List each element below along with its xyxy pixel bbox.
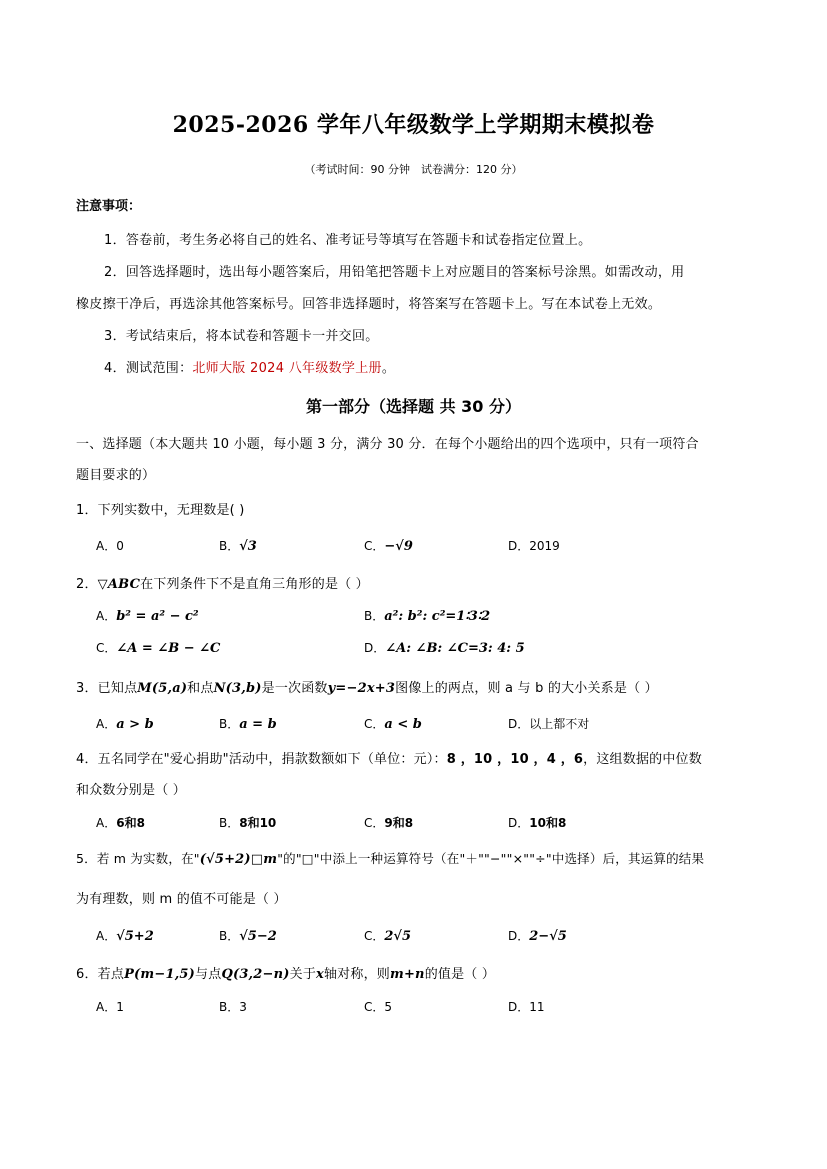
option-letter: B． <box>364 609 385 623</box>
question-values: 8 ，10 ，10 ，4 ，6 <box>446 752 584 767</box>
question-text: "的"□"中添上一种运算符号（在"＋""−""×""÷"中选择）后，其运算的结果 <box>277 851 705 866</box>
question-text: 若 m 为实数，在" <box>96 851 200 866</box>
note-item: 1．答卷前，考生务必将自己的姓名、准考证号等填写在答题卡和试卷指定位置上。 <box>104 233 592 248</box>
option-b <box>219 998 247 1015</box>
option-letter: A． <box>96 929 117 943</box>
question-math: ▽ABC <box>97 577 141 592</box>
option-letter: A． <box>96 717 117 731</box>
section-instructions: 一、选择题（本大题共 10 小题，每小题 3 分，满分 30 分．在每个小题给出的四个选项中，只有一项符合 <box>76 437 699 452</box>
question-text: 图像上的两点，则 a 与 b 的大小关系是（ ） <box>395 681 658 696</box>
option-text: a < b <box>384 717 422 732</box>
option-c <box>364 537 413 554</box>
question-math: N(3,b) <box>213 681 262 696</box>
option-text: 5 <box>384 1000 393 1014</box>
option-text: 10和8 <box>529 816 567 830</box>
question-5-stem <box>76 849 704 867</box>
option-d <box>508 927 567 944</box>
option-letter: C． <box>96 641 117 655</box>
section-title: 第一部分（选择题 共 30 分） <box>306 397 521 416</box>
question-4-stem-line2: 和众数分别是（ ） <box>76 783 186 798</box>
question-4-stem <box>76 748 702 767</box>
option-letter: D． <box>508 539 530 553</box>
option-text: −√9 <box>384 539 413 554</box>
question-math: M(5,a) <box>137 681 188 696</box>
question-2-stem <box>76 573 369 592</box>
note-item-scope <box>104 357 395 376</box>
option-c <box>96 639 220 656</box>
option-text: a = b <box>239 717 277 732</box>
question-text: 已知点 <box>97 681 138 696</box>
note-item: 3．考试结束后，将本试卷和答题卡一并交回。 <box>104 329 379 344</box>
scope-suffix: 。 <box>381 361 396 376</box>
question-text: 与点 <box>195 967 222 982</box>
option-d <box>508 998 545 1015</box>
exam-subtitle: （考试时间：90 分钟 试卷满分：120 分） <box>304 163 523 176</box>
option-text: 3 <box>239 1000 247 1014</box>
option-a <box>96 537 124 554</box>
option-letter: C． <box>364 539 385 553</box>
option-text: 11 <box>529 1000 545 1014</box>
section-instructions: 题目要求的） <box>76 468 156 483</box>
option-text: 1 <box>116 1000 124 1014</box>
question-text: 是一次函数 <box>261 681 328 696</box>
option-letter: A． <box>96 539 117 553</box>
question-math: P(m−1,5) <box>124 967 196 982</box>
question-text: 轴对称，则 <box>323 967 390 982</box>
option-text: a > b <box>116 717 154 732</box>
note-item: 橡皮擦干净后，再选涂其他答案标号。回答非选择题时，将答案写在答题卡上。写在本试卷上无效。 <box>76 297 662 312</box>
question-text: 若点 <box>97 967 125 982</box>
note-item: 2．回答选择题时，选出每小题答案后，用铅笔把答题卡上对应题目的答案标号涂黑。如需改动，用 <box>104 265 685 280</box>
option-text: 2−√5 <box>529 929 567 944</box>
option-d <box>508 537 560 554</box>
option-d <box>508 814 566 831</box>
option-letter: A． <box>96 1000 117 1014</box>
option-c <box>364 715 422 732</box>
option-letter: A． <box>96 816 117 830</box>
question-text: 的值是（ ） <box>424 967 496 982</box>
option-text: 6和8 <box>116 816 145 830</box>
option-text: b² = a² − c² <box>116 609 199 624</box>
option-letter: B． <box>219 539 240 553</box>
option-text: 2√5 <box>384 929 412 944</box>
option-letter: A． <box>96 609 117 623</box>
question-6-stem <box>76 963 495 982</box>
option-letter: D． <box>508 816 530 830</box>
option-text: 以上都不对 <box>529 717 590 731</box>
question-number: 4． <box>76 752 98 767</box>
option-c <box>364 814 413 831</box>
question-text: ，这组数据的中位数 <box>583 752 702 767</box>
option-b <box>219 927 277 944</box>
option-text: ∠A = ∠B − ∠C <box>116 641 221 656</box>
question-5-stem-line2: 为有理数，则 m 的值不可能是（ ） <box>76 892 287 907</box>
option-text: ∠A: ∠B: ∠C=3: 4: 5 <box>385 641 525 656</box>
option-letter: B． <box>219 929 240 943</box>
option-a <box>96 715 154 732</box>
option-text: √5+2 <box>116 929 154 944</box>
question-text: 在下列条件下不是直角三角形的是（ ） <box>140 577 369 592</box>
option-d <box>364 639 525 656</box>
option-text: √3 <box>239 539 257 554</box>
option-text: 0 <box>116 539 124 553</box>
option-a <box>96 998 124 1015</box>
option-letter: C． <box>364 929 385 943</box>
option-letter: B． <box>219 816 240 830</box>
option-text: 9和8 <box>384 816 414 830</box>
option-letter: D． <box>508 929 530 943</box>
question-number: 5． <box>76 851 97 866</box>
option-text: 2019 <box>529 539 560 553</box>
question-math: x <box>316 967 324 982</box>
option-a <box>96 927 154 944</box>
option-letter: B． <box>219 1000 240 1014</box>
question-text: 五名同学在"爱心捐助"活动中，捐款数额如下（单位：元）： <box>97 752 447 767</box>
option-d <box>508 715 589 732</box>
option-b <box>219 715 277 732</box>
notes-heading: 注意事项： <box>76 199 142 214</box>
question-1-stem <box>76 499 245 518</box>
option-text: a²: b²: c²=1∶3∶2 <box>384 609 491 624</box>
question-text: 和点 <box>187 681 214 696</box>
option-c <box>364 998 392 1015</box>
question-number: 2． <box>76 577 98 592</box>
question-number: 3． <box>76 681 98 696</box>
question-number: 1． <box>76 503 98 518</box>
question-math: Q(3,2−n) <box>221 967 290 982</box>
question-math: (√5+2)□m <box>199 852 278 867</box>
question-text: 关于 <box>289 967 317 982</box>
option-letter: D． <box>364 641 386 655</box>
question-math: m+n <box>390 967 425 982</box>
option-letter: C． <box>364 717 385 731</box>
option-b <box>219 814 276 831</box>
scope-prefix: 4．测试范围： <box>104 361 193 376</box>
option-b <box>219 537 257 554</box>
option-c <box>364 927 411 944</box>
option-a <box>96 607 199 624</box>
option-a <box>96 814 145 831</box>
option-text: 8和10 <box>239 816 277 830</box>
exam-title: 2025-2026 学年八年级数学上学期期末模拟卷 <box>172 112 655 138</box>
option-letter: D． <box>508 717 530 731</box>
option-text: √5−2 <box>239 929 277 944</box>
option-b <box>364 607 490 624</box>
option-letter: D． <box>508 1000 530 1014</box>
option-letter: C． <box>364 816 385 830</box>
question-3-stem <box>76 677 658 696</box>
question-math: y=−2x+3 <box>327 681 396 696</box>
option-letter: B． <box>219 717 240 731</box>
option-letter: C． <box>364 1000 385 1014</box>
scope-value: 北师大版 2024 八年级数学上册 <box>192 361 382 376</box>
question-number: 6． <box>76 967 98 982</box>
question-text: 下列实数中，无理数是( ) <box>97 503 245 518</box>
